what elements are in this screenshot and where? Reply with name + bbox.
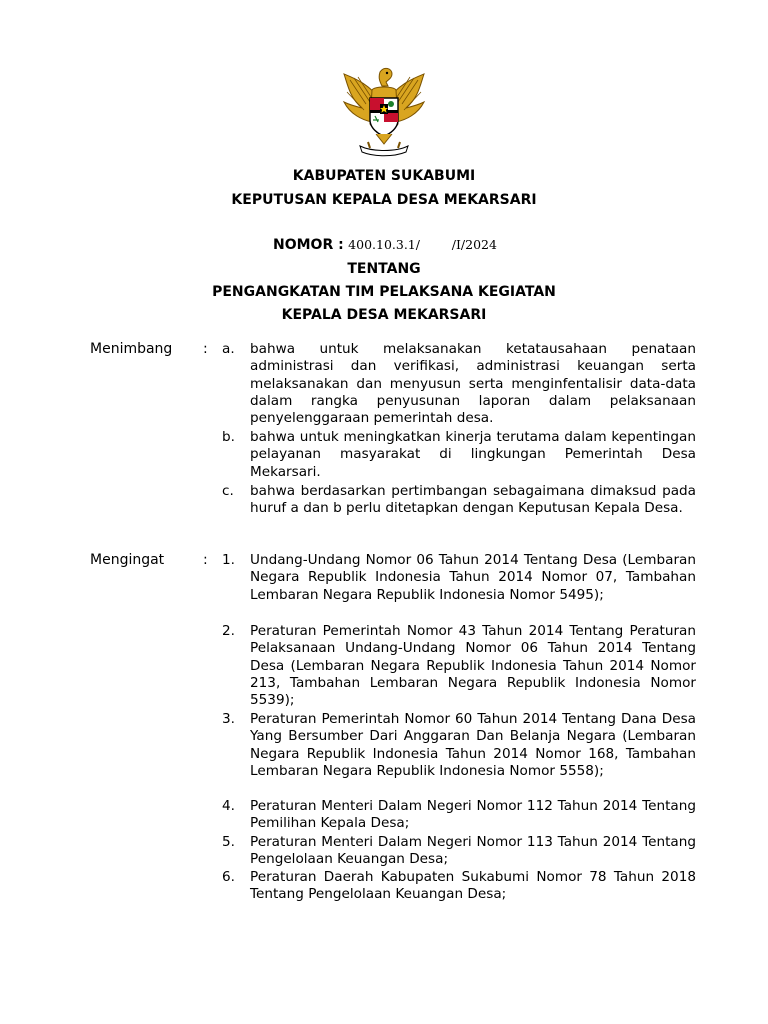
mengingat-item-1	[222, 552, 696, 604]
menimbang-label: Menimbang	[90, 341, 173, 357]
decree-number	[273, 237, 497, 253]
menimbang-item-a	[222, 341, 696, 427]
item-text: Peraturan Menteri Dalam Negeri Nomor 112 Tahun 2014 Tentang Pemilihan Kepala Desa;	[250, 798, 696, 832]
item-marker: 4.	[222, 798, 235, 814]
mengingat-colon: :	[203, 552, 208, 568]
item-marker: 2.	[222, 623, 235, 639]
menimbang-item-c	[222, 483, 696, 518]
mengingat-item-3	[222, 711, 696, 780]
item-text: Peraturan Pemerintah Nomor 60 Tahun 2014 Tentang Dana Desa Yang Bersumber Dari Anggaran Dan Belanja Negara (Lembaran Negara Republik Indonesia Tahun 2014 Nomor 168, Tambahan Lembaran Negara Republik Indonesia Nomor 5558);	[250, 711, 696, 779]
item-marker: 5.	[222, 834, 235, 850]
mengingat-item-5	[222, 834, 696, 869]
item-marker: 3.	[222, 711, 235, 727]
tentang-heading: TENTANG	[347, 261, 421, 277]
item-text: bahwa untuk meningkatkan kinerja terutama dalam kepentingan pelayanan masyarakat di lingkungan Pemerintah Desa Mekarsari.	[250, 429, 696, 480]
item-marker: c.	[222, 483, 234, 499]
regency-heading: KABUPATEN SUKABUMI	[292, 168, 476, 184]
item-marker: b.	[222, 429, 235, 445]
item-text: Peraturan Menteri Dalam Negeri Nomor 113 Tahun 2014 Tentang Pengelolaan Keuangan Desa;	[250, 834, 696, 868]
garuda-pancasila-emblem-icon	[340, 64, 428, 160]
item-marker: 1.	[222, 552, 235, 568]
menimbang-colon: :	[203, 341, 208, 357]
item-text: bahwa berdasarkan pertimbangan sebagaimana dimaksud pada huruf a dan b perlu ditetapkan dengan Keputusan Kepala Desa.	[250, 483, 696, 517]
menimbang-item-b	[222, 429, 696, 481]
subject-line-2: KEPALA DESA MEKARSARI	[281, 307, 487, 323]
mengingat-label: Mengingat	[90, 552, 165, 568]
item-text: Peraturan Pemerintah Nomor 43 Tahun 2014 Tentang Peraturan Pelaksanaan Undang-Undang Nomor 06 Tahun 2014 Tentang Desa (Lembaran Negara Republik Indonesia Tahun 2014 Nomor 213, Tambahan Lembaran Negara Republik Indonesia Nomor 5539);	[250, 623, 696, 709]
mengingat-item-2	[222, 623, 696, 709]
item-marker: a.	[222, 341, 235, 357]
item-text: Undang-Undang Nomor 06 Tahun 2014 Tentang Desa (Lembaran Negara Republik Indonesia Tahun 2014 Nomor 07, Tambahan Lembaran Negara Republik Indonesia Nomor 5495);	[250, 552, 696, 603]
mengingat-item-6	[222, 869, 696, 904]
nomor-label: NOMOR :	[273, 237, 344, 253]
item-text: bahwa untuk melaksanakan ketatausahaan penataan administrasi dan verifikasi, administrasi keuangan serta melaksanakan dan menyusun serta menginfentalisir data-data dalam rangka penyusunan laporan dalam pelaksanaan penyelenggaraan pemerintah desa.	[250, 341, 696, 427]
mengingat-item-4	[222, 798, 696, 833]
item-text: Peraturan Daerah Kabupaten Sukabumi Nomor 78 Tahun 2018 Tentang Pengelolaan Keuangan Desa;	[250, 869, 696, 903]
decree-title: KEPUTUSAN KEPALA DESA MEKARSARI	[231, 192, 537, 208]
item-marker: 6.	[222, 869, 235, 885]
nomor-value: 400.10.3.1/ /I/2024	[348, 237, 497, 252]
subject-line-1: PENGANGKATAN TIM PELAKSANA KEGIATAN	[212, 284, 556, 300]
